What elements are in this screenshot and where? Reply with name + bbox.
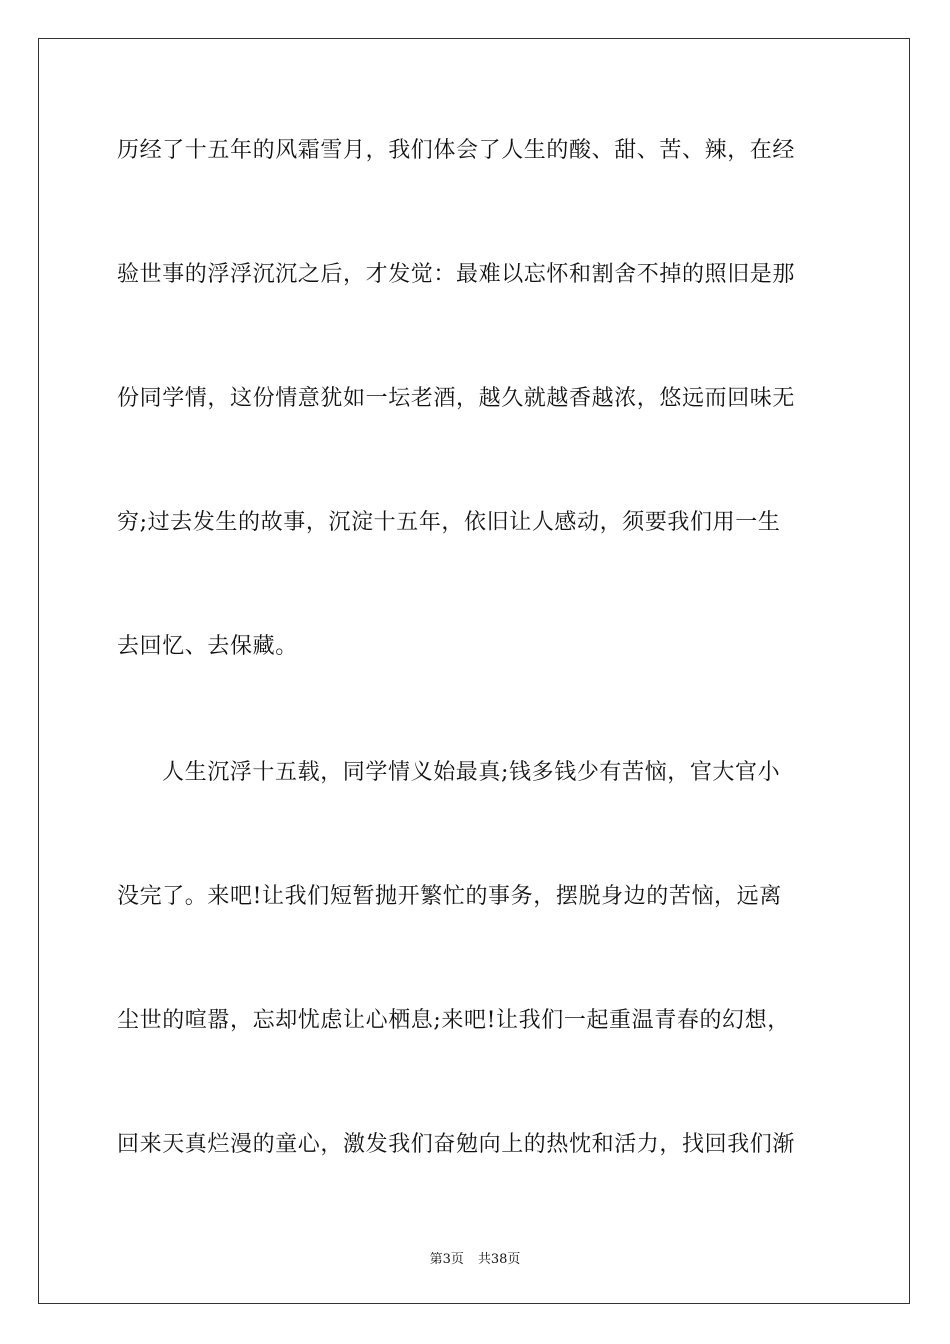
text-line-8: 尘世的喧嚣，忘却忧虑让心栖息;来吧!让我们一起重温青春的幻想， <box>117 1008 790 1033</box>
text-line-9: 回来天真烂漫的童心，激发我们奋勉向上的热忱和活力，找回我们渐 <box>117 1132 796 1157</box>
text-line-4: 穷;过去发生的故事，沉淀十五年，依旧让人感动，须要我们用一生 <box>117 510 781 535</box>
text-line-7: 没完了。来吧!让我们短暂抛开繁忙的事务，摆脱身边的苦恼，远离 <box>117 884 782 909</box>
text-line-6: 人生沉浮十五载，同学情义始最真;钱多钱少有苦恼，官大官小 <box>162 760 781 785</box>
current-page-label: 第3页 <box>429 1252 464 1267</box>
total-pages-label: 共38页 <box>477 1252 521 1267</box>
page-border <box>38 38 910 1304</box>
text-line-5: 去回忆、去保藏。 <box>117 634 298 659</box>
text-line-3: 份同学情，这份情意犹如一坛老酒，越久就越香越浓，悠远而回味无 <box>117 386 796 411</box>
text-line-2: 验世事的浮浮沉沉之后，才发觉：最难以忘怀和割舍不掉的照旧是那 <box>117 262 796 287</box>
page-footer <box>0 1248 950 1267</box>
text-line-1: 历经了十五年的风霜雪月，我们体会了人生的酸、甜、苦、辣，在经 <box>117 138 796 163</box>
